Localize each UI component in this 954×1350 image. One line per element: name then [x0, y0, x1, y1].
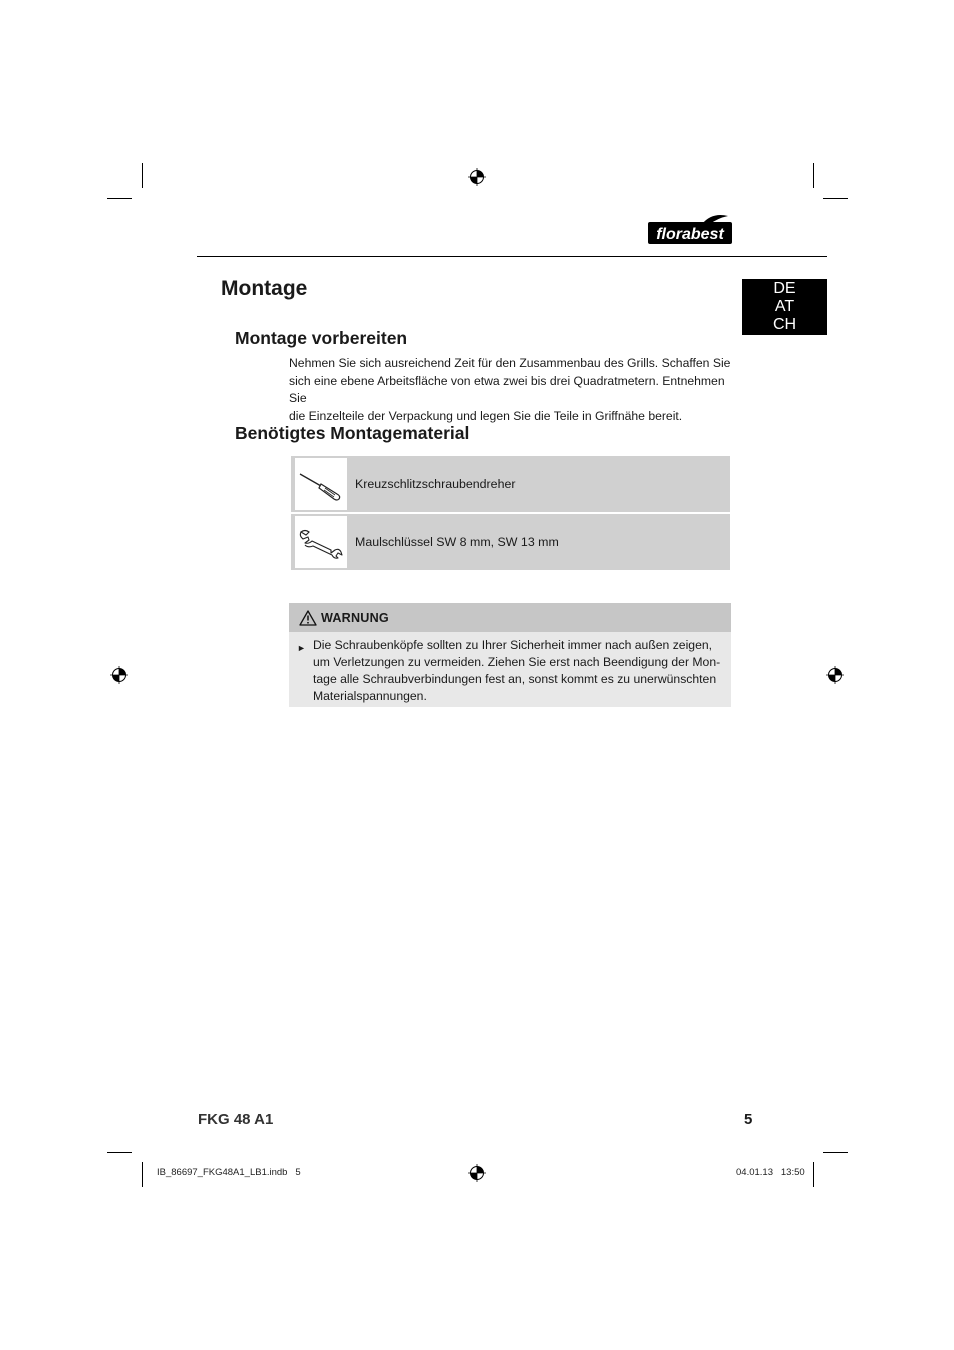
crop-mark	[813, 163, 814, 188]
language-code: DE	[773, 280, 796, 297]
warning-line: Materialspannungen.	[313, 689, 427, 703]
header-rule	[197, 256, 827, 257]
screwdriver-icon	[297, 464, 345, 504]
warning-triangle-icon	[299, 610, 317, 626]
tool-label: Kreuzschlitzschraubendreher	[355, 477, 516, 491]
tool-image-cell	[295, 458, 347, 510]
registration-mark-icon	[826, 666, 844, 684]
crop-mark	[823, 1152, 848, 1153]
warning-line: Die Schraubenköpfe sollten zu Ihrer Sicherheit immer nach außen zeigen,	[313, 638, 713, 652]
slug-date: 04.01.13 13:50	[736, 1167, 805, 1178]
section-heading-prepare: Montage vorbereiten	[235, 328, 408, 348]
warning-title: WARNUNG	[321, 610, 389, 625]
crop-mark	[823, 198, 848, 199]
warning-box	[289, 603, 731, 707]
table-row	[291, 456, 730, 512]
crop-mark	[107, 1152, 132, 1153]
warning-header	[289, 603, 731, 632]
warning-text	[289, 632, 731, 705]
prepare-paragraph	[289, 355, 734, 425]
section-heading-material: Benötigtes Montagematerial	[235, 423, 470, 443]
page-number: 5	[744, 1111, 753, 1128]
registration-mark-icon	[110, 666, 128, 684]
crop-mark	[142, 163, 143, 188]
paragraph-line: die Einzelteile der Verpackung und legen Sie die Teile in Griffnähe bereit.	[289, 408, 683, 423]
model-number: FKG 48 A1	[198, 1111, 274, 1128]
warning-line: tage alle Schraubverbindungen fest an, sonst kommt es zu unerwünschten	[313, 672, 717, 686]
wrench-icon	[297, 522, 345, 562]
page-title: Montage	[221, 277, 308, 300]
crop-mark	[813, 1162, 814, 1187]
tool-image-cell	[295, 516, 347, 568]
language-code: CH	[772, 316, 797, 333]
crop-mark	[142, 1162, 143, 1187]
crop-mark	[107, 198, 132, 199]
registration-mark-icon	[468, 1164, 486, 1182]
warning-line: um Verletzungen zu vermeiden. Ziehen Sie erst nach Beendigung der Mon-	[313, 655, 721, 669]
slug-file: IB_86697_FKG48A1_LB1.indb 5	[157, 1167, 301, 1178]
language-code: AT	[774, 298, 795, 315]
paragraph-line: sich eine ebene Arbeitsfläche von etwa zwei bis drei Quadratmetern. Entnehmen Sie	[289, 373, 725, 405]
tool-table	[291, 456, 730, 572]
bullet-arrow-icon: ►	[297, 643, 306, 653]
tool-label: Maulschlüssel SW 8 mm, SW 13 mm	[355, 535, 559, 549]
florabest-logo	[646, 214, 734, 246]
table-row	[291, 514, 730, 570]
language-tab	[742, 279, 827, 335]
paragraph-line: Nehmen Sie sich ausreichend Zeit für den Zusammenbau des Grills. Schaffen Sie	[289, 356, 731, 370]
logo-text: florabest	[656, 226, 724, 243]
registration-mark-icon	[468, 168, 486, 186]
